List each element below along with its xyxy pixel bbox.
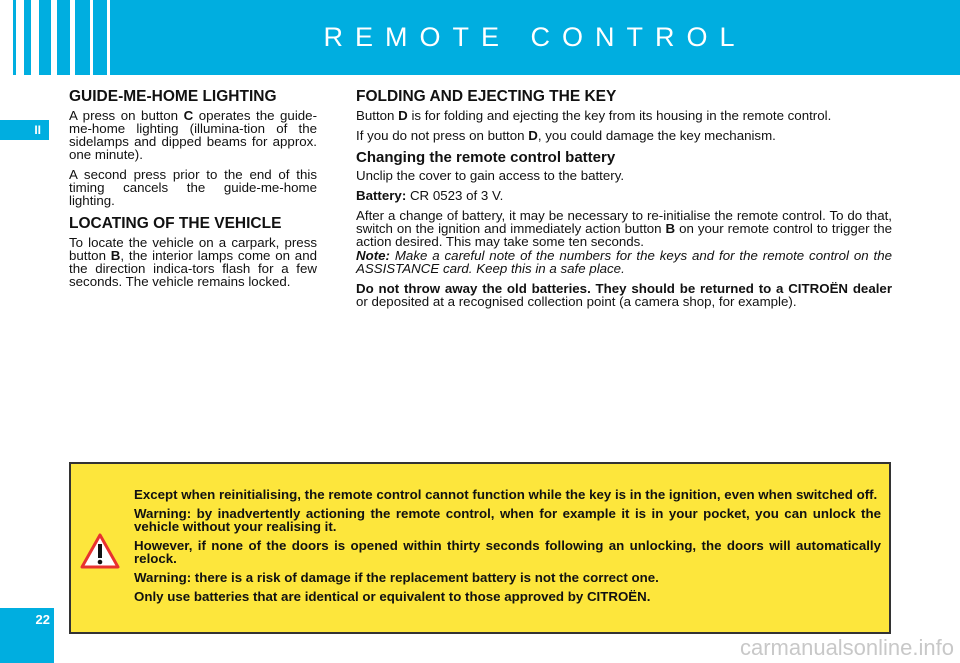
heading-folding-key: FOLDING AND EJECTING THE KEY (356, 88, 617, 105)
paragraph: To locate the vehicle on a carpark, press button B, the interior lamps come on and the direction indica-tors flash for a few seconds. The vehicle remains locked. (69, 235, 317, 289)
warning-item: However, if none of the doors is opened within thirty seconds following an unlocking, the doors will automatically relock. (134, 538, 881, 566)
note: Note: Make a careful note of the numbers for the keys and for the remote control on the ASSISTANCE card. Keep this in a safe place. (356, 248, 892, 276)
paragraph: Button D is for folding and ejecting the key from its housing in the remote control. (356, 108, 832, 123)
warning-box (69, 462, 891, 634)
warning-item: Except when reinitialising, the remote control cannot function while the key is in the ignition, even when switched off. (134, 487, 878, 502)
right-column (356, 90, 892, 315)
warning-item: Warning: by inadvertently actioning the remote control, when for example it is in your pocket, you can unlock the vehicle without your realising it. (134, 506, 881, 534)
header-stripe (39, 0, 51, 75)
paragraph: If you do not press on button D, you could damage the key mechanism. (356, 128, 776, 143)
heading-changing-battery: Changing the remote control battery (356, 149, 616, 166)
warning-item: Warning: there is a risk of damage if the replacement battery is not the correct one. (134, 570, 659, 585)
warning-triangle-icon (79, 532, 121, 570)
page-title: REMOTE CONTROL (110, 0, 960, 75)
paragraph: Battery: CR 0523 of 3 V. (356, 188, 504, 203)
header-stripe (75, 0, 90, 75)
heading-guide-me-home: GUIDE-ME-HOME LIGHTING (69, 88, 277, 105)
paragraph: Unclip the cover to gain access to the battery. (356, 168, 625, 183)
paragraph: After a change of battery, it may be necessary to re-initialise the remote control. To do that, switch on the ignition and immediately action button B on your remote control to trigger the action desired. This may take some ten seconds. (356, 208, 893, 249)
heading-locating-vehicle: LOCATING OF THE VEHICLE (69, 215, 282, 232)
header-stripe (93, 0, 107, 75)
header-stripe (57, 0, 70, 75)
left-column (69, 90, 317, 295)
header-stripe (24, 0, 31, 75)
paragraph: Do not throw away the old batteries. They should be returned to a CITROËN dealer or deposited at a recognised collection point (a camera shop, for example). (356, 281, 892, 309)
paragraph: A press on button C operates the guide-me-home lighting (illumina-tion of the sidelamps and dipped beams for approx. one minute). (69, 108, 318, 162)
warning-item: Only use batteries that are identical or equivalent to those approved by CITROËN. (134, 589, 651, 604)
section-tab[interactable]: II (0, 120, 49, 140)
page-number: 22 (0, 608, 54, 663)
header-stripe (13, 0, 16, 75)
paragraph: A second press prior to the end of this timing cancels the guide-me-home lighting. (69, 167, 317, 208)
watermark: carmanualsonline.info (739, 635, 954, 660)
